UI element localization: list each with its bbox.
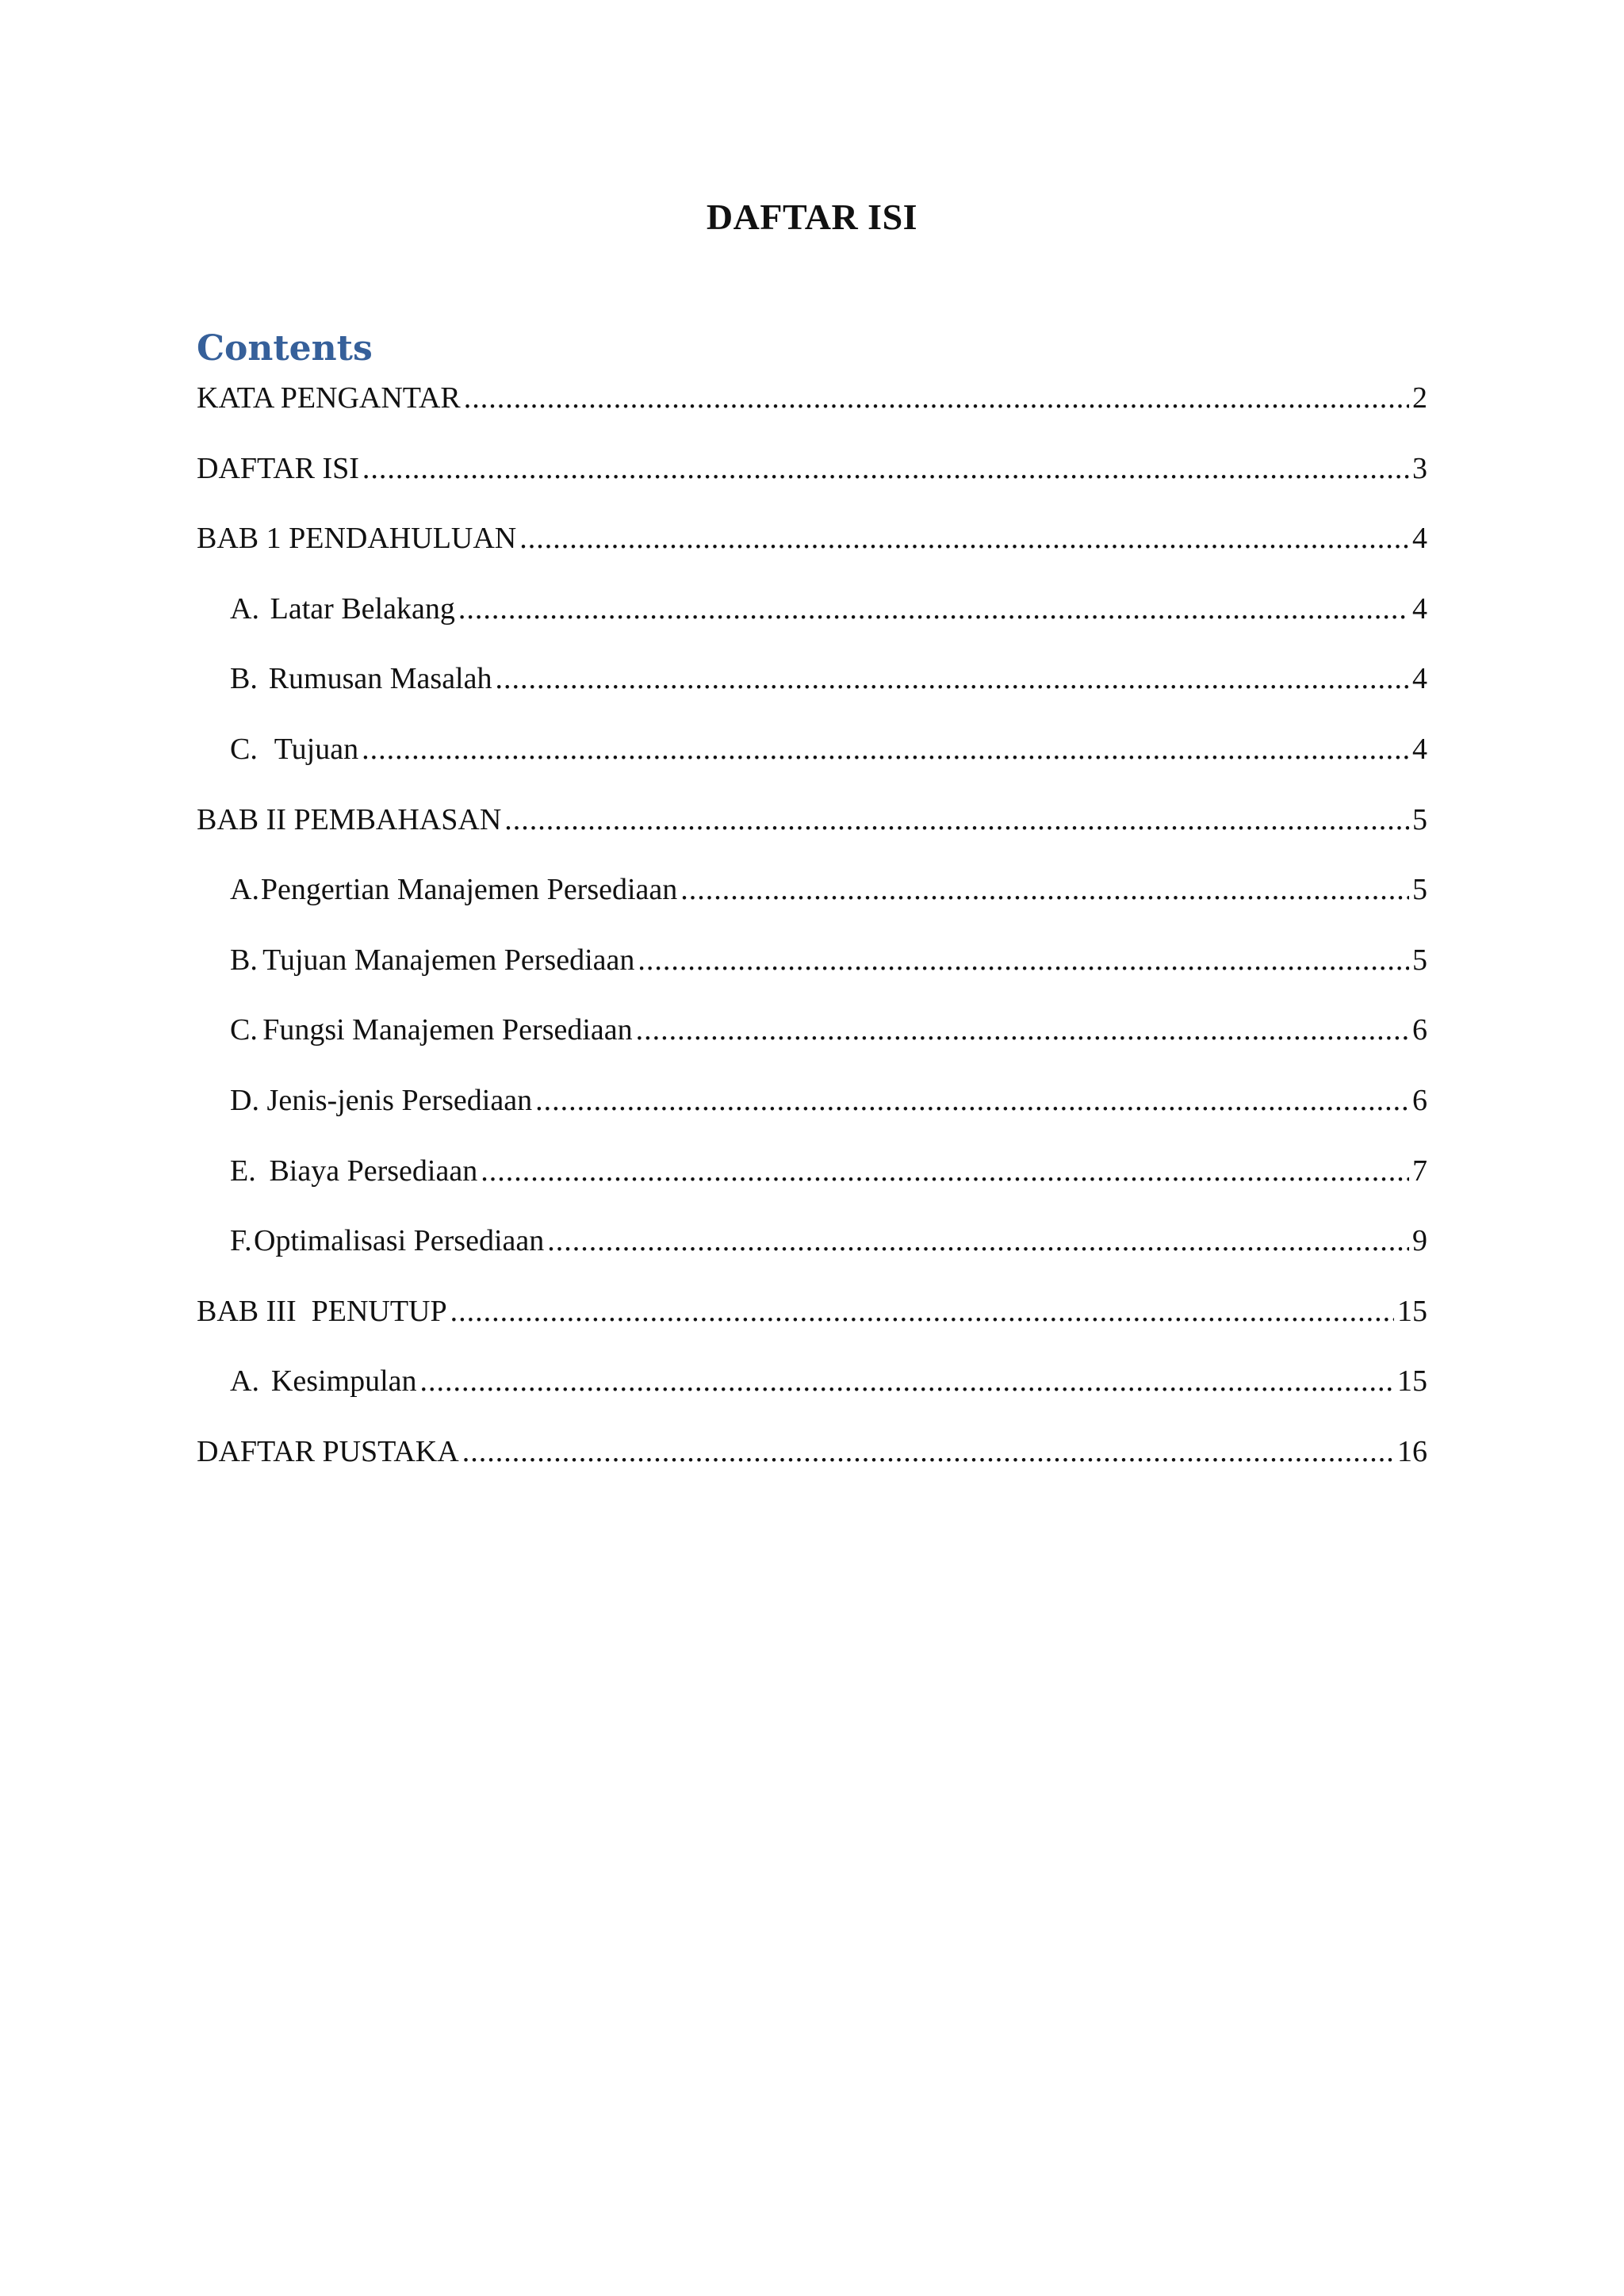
toc-entry-label: Tujuan Manajemen Persediaan xyxy=(262,943,635,977)
toc-entry-label: BAB III PENUTUP xyxy=(197,1294,447,1328)
toc-page-number: 5 xyxy=(1412,873,1427,907)
toc-entry-label: Pengertian Manajemen Persediaan xyxy=(260,873,678,907)
toc-entry-biaya[interactable] xyxy=(197,1147,1427,1218)
toc-page-number: 15 xyxy=(1397,1294,1427,1328)
toc-dot-leader xyxy=(462,1428,1394,1475)
toc-dot-leader xyxy=(638,936,1409,984)
toc-entry-latar-belakang[interactable] xyxy=(197,585,1427,656)
toc-entry-daftar-pustaka[interactable] xyxy=(197,1428,1427,1498)
toc-page-number: 4 xyxy=(1412,522,1427,556)
toc-dot-leader xyxy=(547,1217,1409,1265)
toc-entry-kata-pengantar[interactable] xyxy=(197,374,1427,445)
toc-entry-label: Kesimpulan xyxy=(270,1364,417,1399)
toc-entry-label: Fungsi Manajemen Persediaan xyxy=(262,1013,633,1047)
toc-page-number: 16 xyxy=(1397,1434,1427,1468)
toc-dot-leader xyxy=(420,1357,1394,1405)
toc-dot-leader xyxy=(362,725,1409,773)
toc-entry-bab-2[interactable] xyxy=(197,796,1427,867)
toc-page-number: 7 xyxy=(1412,1154,1427,1188)
toc-page-number: 4 xyxy=(1412,662,1427,696)
toc-entry-rumusan-masalah[interactable] xyxy=(197,655,1427,725)
toc-entry-marker: C. xyxy=(230,1013,258,1047)
toc-page-number: 9 xyxy=(1412,1224,1427,1258)
toc-entry-tujuan-manajemen[interactable] xyxy=(197,936,1427,1007)
toc-entry-optimalisasi[interactable] xyxy=(197,1217,1427,1288)
toc-entry-kesimpulan[interactable] xyxy=(197,1357,1427,1428)
toc-dot-leader xyxy=(504,796,1409,844)
toc-entry-daftar-isi[interactable] xyxy=(197,445,1427,515)
toc-entry-label: DAFTAR ISI xyxy=(197,451,359,485)
toc-page-number: 4 xyxy=(1412,591,1427,626)
toc-entry-label: Tujuan xyxy=(274,732,359,766)
toc-dot-leader xyxy=(495,655,1409,702)
toc-entry-bab-1[interactable] xyxy=(197,515,1427,585)
toc-entry-marker: B. xyxy=(230,662,258,696)
table-of-contents xyxy=(197,374,1427,1498)
toc-entry-label: KATA PENGANTAR xyxy=(197,381,461,415)
toc-page-number: 6 xyxy=(1412,1013,1427,1047)
toc-entry-pengertian[interactable] xyxy=(197,866,1427,936)
toc-entry-marker: C. xyxy=(230,732,258,766)
toc-entry-label: Biaya Persediaan xyxy=(269,1154,478,1188)
toc-entry-label: Latar Belakang xyxy=(270,591,455,626)
page-title: DAFTAR ISI xyxy=(706,197,918,237)
toc-page-number: 3 xyxy=(1412,451,1427,485)
toc-entry-bab-3[interactable] xyxy=(197,1288,1427,1358)
toc-page-number: 4 xyxy=(1412,732,1427,766)
toc-entry-marker: A. xyxy=(230,873,259,907)
toc-entry-marker: E. xyxy=(230,1154,256,1188)
toc-dot-leader xyxy=(680,866,1409,913)
toc-entry-label: BAB II PEMBAHASAN xyxy=(197,802,502,836)
toc-dot-leader xyxy=(458,585,1409,633)
toc-entry-label: DAFTAR PUSTAKA xyxy=(197,1434,459,1468)
toc-entry-marker: B. xyxy=(230,943,258,977)
toc-entry-marker: A. xyxy=(230,591,259,626)
toc-page-number: 15 xyxy=(1397,1364,1427,1399)
toc-entry-marker: D. xyxy=(230,1083,259,1117)
toc-entry-fungsi[interactable] xyxy=(197,1006,1427,1077)
toc-entry-label: Optimalisasi Persediaan xyxy=(254,1224,545,1258)
toc-entry-label: Rumusan Masalah xyxy=(268,662,492,696)
contents-heading: Contents xyxy=(197,328,373,369)
toc-entry-marker: F. xyxy=(230,1224,252,1258)
toc-entry-label: BAB 1 PENDAHULUAN xyxy=(197,522,517,556)
toc-dot-leader xyxy=(636,1006,1409,1054)
toc-dot-leader xyxy=(464,374,1409,422)
toc-entry-jenis[interactable] xyxy=(197,1077,1427,1147)
toc-dot-leader xyxy=(535,1077,1409,1124)
toc-dot-leader xyxy=(519,515,1409,562)
toc-entry-marker: A. xyxy=(230,1364,259,1399)
toc-page-number: 6 xyxy=(1412,1083,1427,1117)
toc-dot-leader xyxy=(481,1147,1409,1195)
toc-page-number: 5 xyxy=(1412,802,1427,836)
toc-entry-label: Jenis-jenis Persediaan xyxy=(266,1083,533,1117)
toc-entry-tujuan[interactable] xyxy=(197,725,1427,796)
toc-dot-leader xyxy=(362,445,1409,492)
toc-page-number: 2 xyxy=(1412,381,1427,415)
toc-page-number: 5 xyxy=(1412,943,1427,977)
toc-dot-leader xyxy=(450,1288,1394,1335)
